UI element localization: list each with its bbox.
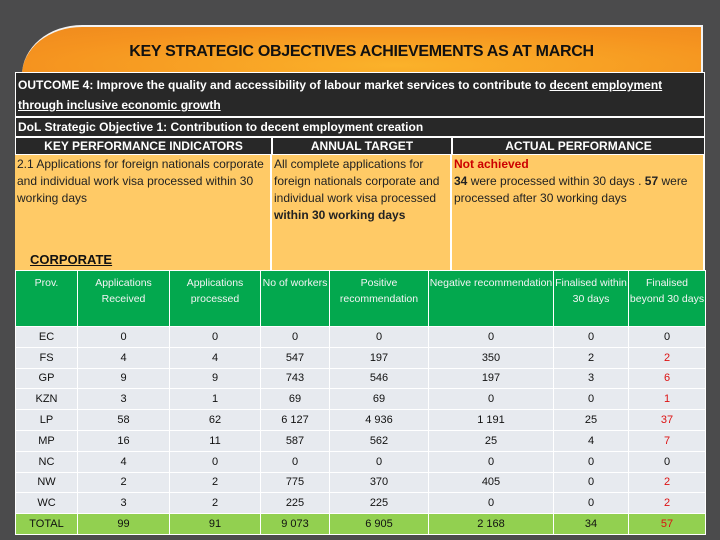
- corporate-row: [15, 250, 705, 270]
- table-cell: 547: [261, 347, 330, 368]
- actual-performance: [452, 155, 705, 250]
- table-cell: FS: [16, 347, 78, 368]
- table-cell: 0: [429, 493, 554, 514]
- column-header: No of workers: [261, 271, 330, 327]
- annual-target: [272, 155, 452, 250]
- table-cell: 2: [629, 347, 706, 368]
- table-row: [16, 389, 706, 410]
- table-cell: 2: [78, 472, 170, 493]
- table-cell: 197: [330, 347, 429, 368]
- within-count: 34: [454, 174, 468, 188]
- table-cell: 9 073: [261, 514, 330, 535]
- table-cell: 0: [170, 451, 261, 472]
- kpi-text: 2.1 Applications for foreign nationals corporate and individual work visa processed within 30 working days: [15, 155, 272, 250]
- table-cell: 4: [78, 451, 170, 472]
- table-cell: 0: [629, 451, 706, 472]
- target-text: All complete applications for foreign nationals corporate and individual work visa processed: [274, 157, 440, 205]
- column-header: Positive recommendation: [330, 271, 429, 327]
- table-cell: 4 936: [330, 410, 429, 431]
- table-cell: 0: [554, 451, 629, 472]
- kpi-header-row: [15, 137, 705, 155]
- column-header: Finalised beyond 30 days: [629, 271, 706, 327]
- table-row: [16, 410, 706, 431]
- table-row: [16, 368, 706, 389]
- table-cell: 0: [554, 327, 629, 348]
- table-cell: 2 168: [429, 514, 554, 535]
- table-row: [16, 493, 706, 514]
- table-cell: LP: [16, 410, 78, 431]
- table-cell: 0: [330, 327, 429, 348]
- table-cell: 587: [261, 430, 330, 451]
- beyond-count: 57: [644, 174, 659, 188]
- table-cell: 0: [78, 327, 170, 348]
- table-cell: TOTAL: [16, 514, 78, 535]
- table-cell: 4: [170, 347, 261, 368]
- table-cell: 58: [78, 410, 170, 431]
- table-cell: 2: [629, 472, 706, 493]
- table-cell: 3: [78, 493, 170, 514]
- status-badge: Not achieved: [454, 157, 529, 171]
- table-row: [16, 451, 706, 472]
- title-banner: [22, 25, 703, 75]
- table-cell: 6 905: [330, 514, 429, 535]
- table-cell: MP: [16, 430, 78, 451]
- table-row: [16, 327, 706, 348]
- table-cell: 225: [261, 493, 330, 514]
- table-cell: 743: [261, 368, 330, 389]
- table-cell: 99: [78, 514, 170, 535]
- table-cell: 0: [170, 327, 261, 348]
- table-cell: 350: [429, 347, 554, 368]
- outcome-text: OUTCOME 4: Improve the quality and accessibility of labour market services to contribute to: [18, 78, 550, 92]
- table-cell: WC: [16, 493, 78, 514]
- table-cell: 0: [429, 451, 554, 472]
- table-cell: 1 191: [429, 410, 554, 431]
- table-cell: EC: [16, 327, 78, 348]
- table-cell: 6 127: [261, 410, 330, 431]
- table-cell: 34: [554, 514, 629, 535]
- table-cell: 2: [170, 493, 261, 514]
- table-cell: 225: [330, 493, 429, 514]
- table-cell: 3: [554, 368, 629, 389]
- table-row: [16, 472, 706, 493]
- table-cell: 0: [261, 327, 330, 348]
- table-cell: 370: [330, 472, 429, 493]
- header-annual-target: ANNUAL TARGET: [272, 137, 452, 155]
- column-header: Applications processed: [170, 271, 261, 327]
- table-cell: 3: [78, 389, 170, 410]
- table-row: [16, 430, 706, 451]
- table-cell: NC: [16, 451, 78, 472]
- table-cell: 0: [554, 493, 629, 514]
- page-title: KEY STRATEGIC OBJECTIVES ACHIEVEMENTS AS AT MARCH: [129, 43, 594, 60]
- table-cell: 11: [170, 430, 261, 451]
- table-cell: 6: [629, 368, 706, 389]
- table-cell: 16: [78, 430, 170, 451]
- table-cell: 62: [170, 410, 261, 431]
- table-cell: 1: [170, 389, 261, 410]
- table-cell: 0: [554, 389, 629, 410]
- actual-text-2: were processed after 30 working days: [454, 174, 688, 205]
- table-cell: 0: [429, 389, 554, 410]
- outcome-row: [15, 72, 705, 117]
- target-bold: within 30 working days: [274, 208, 406, 222]
- outcome-underlined: decent employment through inclusive economic growth: [18, 78, 663, 112]
- table-cell: 4: [78, 347, 170, 368]
- table-cell: 2: [170, 472, 261, 493]
- table-cell: 91: [170, 514, 261, 535]
- table-cell: 37: [629, 410, 706, 431]
- table-cell: 0: [261, 451, 330, 472]
- table-cell: 25: [554, 410, 629, 431]
- table-cell: 2: [629, 493, 706, 514]
- table-cell: 69: [330, 389, 429, 410]
- table-cell: NW: [16, 472, 78, 493]
- table-cell: KZN: [16, 389, 78, 410]
- header-kpi: KEY PERFORMANCE INDICATORS: [15, 137, 272, 155]
- table-cell: 9: [78, 368, 170, 389]
- achievements-table: [15, 72, 705, 535]
- table-cell: 7: [629, 430, 706, 451]
- table-cell: 775: [261, 472, 330, 493]
- table-cell: 2: [554, 347, 629, 368]
- column-header: Finalised within 30 days: [554, 271, 629, 327]
- section-label: CORPORATE: [15, 250, 272, 270]
- column-header: Negative recommendation: [429, 271, 554, 327]
- table-cell: 0: [429, 327, 554, 348]
- table-row: [16, 347, 706, 368]
- table-cell: 546: [330, 368, 429, 389]
- table-cell: 69: [261, 389, 330, 410]
- actual-text-1: were processed within 30 days .: [467, 174, 645, 188]
- province-table: [15, 270, 706, 535]
- strategic-objective: DoL Strategic Objective 1: Contribution to decent employment creation: [15, 117, 705, 137]
- table-cell: 405: [429, 472, 554, 493]
- column-header: Prov.: [16, 271, 78, 327]
- table-cell: 4: [554, 430, 629, 451]
- table-cell: 57: [629, 514, 706, 535]
- table-cell: 0: [629, 327, 706, 348]
- table-cell: 9: [170, 368, 261, 389]
- table-cell: 0: [330, 451, 429, 472]
- header-actual-performance: ACTUAL PERFORMANCE: [452, 137, 705, 155]
- total-row: [16, 514, 706, 535]
- table-cell: 25: [429, 430, 554, 451]
- table-cell: 197: [429, 368, 554, 389]
- table-cell: 0: [554, 472, 629, 493]
- table-cell: GP: [16, 368, 78, 389]
- table-cell: 562: [330, 430, 429, 451]
- column-header: Applications Received: [78, 271, 170, 327]
- table-cell: 1: [629, 389, 706, 410]
- kpi-row: [15, 155, 705, 250]
